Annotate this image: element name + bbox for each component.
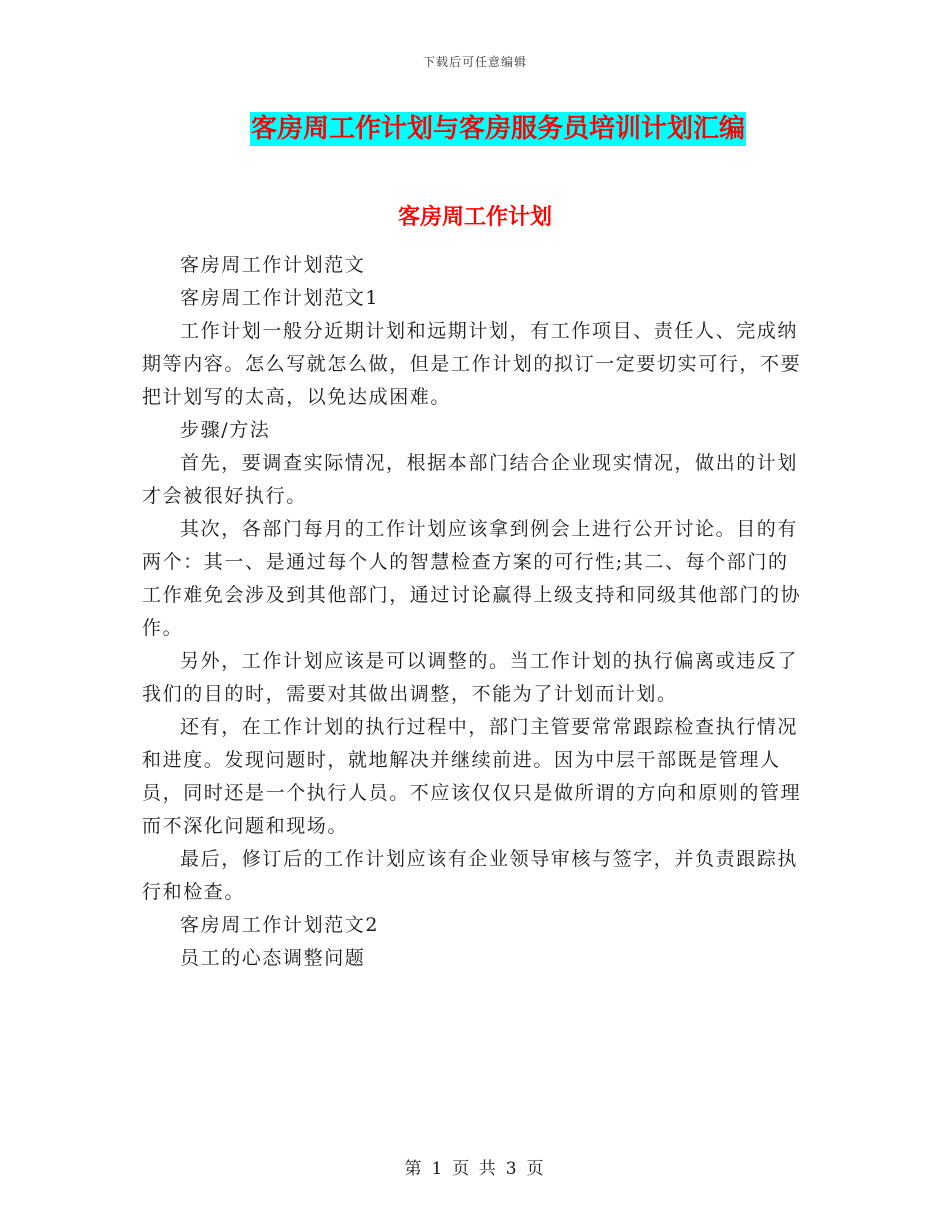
header-note: 下载后可任意编辑 — [422, 55, 527, 69]
paragraph: 首先，要调查实际情况，根据本部门结合企业现实情况，做出的计划才会被很好执行。 — [142, 452, 799, 507]
paragraph: 客房周工作计划范文 — [180, 254, 366, 276]
footer-total-pages: 3 — [505, 1159, 519, 1179]
paragraph: 员工的心态调整问题 — [180, 947, 366, 969]
section-title: 客房周工作计划 — [397, 205, 552, 230]
footer-mid: 页 共 — [452, 1159, 498, 1179]
paragraph: 最后，修订后的工作计划应该有企业领导审核与签字，并负责跟踪执行和检查。 — [142, 848, 799, 903]
footer-page-number: 1 — [431, 1159, 445, 1179]
paragraph: 其次，各部门每月的工作计划应该拿到例会上进行公开讨论。目的有两个：其一、是通过每个人的智慧检查方案的可行性;其二、每个部门的工作难免会涉及到其他部门，通过讨论赢得上级支持和同级其他部门的协作。 — [142, 518, 802, 639]
footer-prefix: 第 — [404, 1159, 424, 1179]
footer-suffix: 页 — [526, 1159, 546, 1179]
paragraph: 还有，在工作计划的执行过程中，部门主管要常常跟踪检查执行情况和进度。发现问题时，就地解决并继续前进。因为中层干部既是管理人员，同时还是一个执行人员。不应该仅仅只是做所谓的方向和原则的管理而不深化问题和现场。 — [142, 716, 802, 837]
paragraph: 另外，工作计划应该是可以调整的。当工作计划的执行偏离或违反了我们的目的时，需要对其做出调整，不能为了计划而计划。 — [142, 650, 799, 705]
paragraph: 客房周工作计划范文2 — [180, 914, 380, 936]
main-title: 客房周工作计划与客房服务员培训计划汇编 — [250, 114, 745, 144]
page-footer — [0, 1154, 950, 1179]
paragraph: 步骤/方法 — [180, 419, 271, 441]
main-title-container — [0, 112, 950, 146]
document-body — [142, 249, 802, 975]
paragraph: 工作计划一般分近期计划和远期计划，有工作项目、责任人、完成纳期等内容。怎么写就怎么做，但是工作计划的拟订一定要切实可行，不要把计划写的太高，以免达成困难。 — [142, 320, 802, 408]
paragraph: 客房周工作计划范文1 — [180, 287, 380, 309]
